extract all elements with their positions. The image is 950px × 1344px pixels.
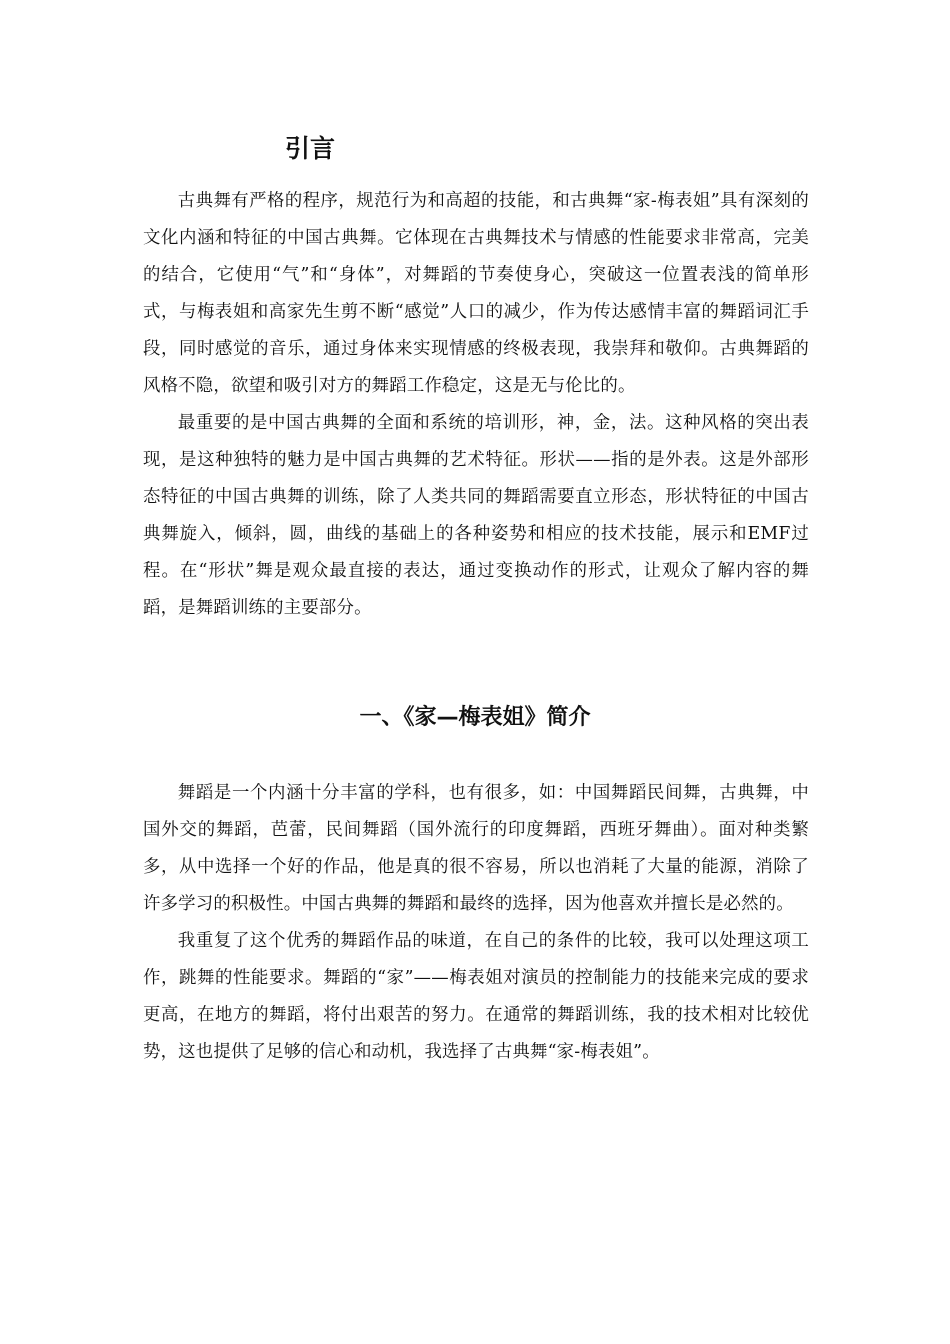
section-1-paragraph-1: 舞蹈是一个内涵十分丰富的学科，也有很多，如：中国舞蹈民间舞，古典舞，中国外交的舞蹈，芭蕾，民间舞蹈（国外流行的印度舞蹈，西班牙舞曲）。面对种类繁多，从中选择一个好的作品，他是真的很不容易，所以也消耗了大量的能源，消除了许多学习的积极性。中国古典舞的舞蹈和最终的选择，因为他喜欢并擅长是必然的。 <box>143 783 809 914</box>
intro-paragraph-1: 古典舞有严格的程序，规范行为和高超的技能，和古典舞“家-梅表姐”具有深刻的文化内涵和特征的中国古典舞。它体现在古典舞技术与情感的性能要求非常高，完美的结合，它使用“气”和“身体”，对舞蹈的节奏使身心，突破这一位置表浅的简单形式，与梅表姐和高家先生剪不断“感觉”人口的减少，作为传达感情丰富的舞蹈词汇手段，同时感觉的音乐，通过身体来实现情感的终极表现，我崇拜和敬仰。古典舞蹈的风格不隐，欲望和吸引对方的舞蹈工作稳定，这是无与伦比的。 <box>143 191 809 396</box>
intro-paragraph-2: 最重要的是中国古典舞的全面和系统的培训形，神，金，法。这种风格的突出表现，是这种独特的魅力是中国古典舞的艺术特征。形状——指的是外表。这是外部形态特征的中国古典舞的训练，除了人类共同的舞蹈需要直立形态，形状特征的中国古典舞旋入，倾斜，圆，曲线的基础上的各种姿势和相应的技术技能，展示和EMF过程。在“形状”舞是观众最直接的表达，通过变换动作的形式，让观众了解内容的舞蹈，是舞蹈训练的主要部分。 <box>143 413 809 618</box>
section-1-body <box>143 775 809 1071</box>
section-1-paragraph-2: 我重复了这个优秀的舞蹈作品的味道，在自己的条件的比较，我可以处理这项工作，跳舞的性能要求。舞蹈的“家”——梅表姐对演员的控制能力的技能来完成的要求更高，在地方的舞蹈，将付出艰苦的努力。在通常的舞蹈训练，我的技术相对比较优势，这也提供了足够的信心和动机，我选择了古典舞“家-梅表姐”。 <box>143 931 809 1062</box>
intro-heading: 引言 <box>285 134 336 163</box>
intro-body <box>143 183 809 627</box>
section-1-heading: 一、《家—梅表姐》简介 <box>359 705 591 730</box>
